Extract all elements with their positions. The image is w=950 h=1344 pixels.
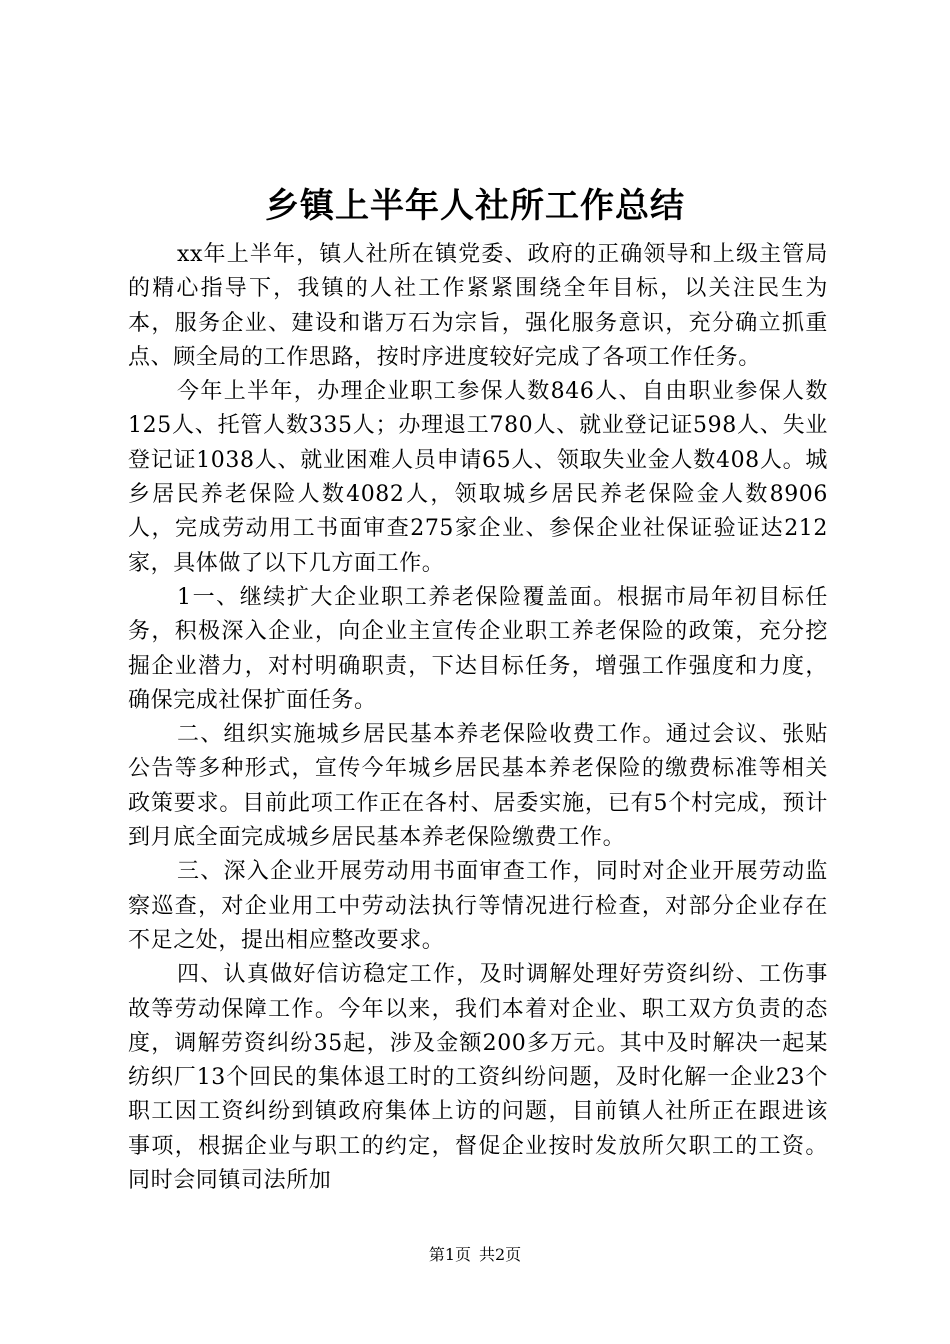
paragraph-intro: xx年上半年，镇人社所在镇党委、政府的正确领导和上级主管局的精心指导下，我镇的人社工作紧紧围绕全年目标，以关注民生为本，服务企业、建设和谐万石为宗旨，强化服务意识，充分确立抓重点、顾全局的工作思路，按时序进度较好完成了各项工作任务。: [128, 242, 828, 370]
paragraph-section-2: 二、组织实施城乡居民基本养老保险收费工作。通过会议、张贴公告等多种形式，宣传今年城乡居民基本养老保险的缴费标准等相关政策要求。目前此项工作正在各村、居委实施，已有5个村完成，预计到月底全面完成城乡居民基本养老保险缴费工作。: [128, 722, 828, 851]
document-title: 乡镇上半年人社所工作总结: [265, 186, 685, 226]
paragraph-section-4: 四、认真做好信访稳定工作，及时调解处理好劳资纠纷、工伤事故等劳动保障工作。今年以来，我们本着对企业、职工双方负责的态度，调解劳资纠纷35起，涉及金额200多万元。其中及时解决一起某纺织厂13个回民的集体退工时的工资纠纷问题，及时化解一企业23个职工因工资纠纷到镇政府集体上访的问题，目前镇人社所正在跟进该事项，根据企业与职工的约定，督促企业按时发放所欠职工的工资。同时会同镇司法所加: [128, 962, 828, 1194]
document-body: [128, 238, 828, 1198]
page-number: 第1页: [428, 1245, 471, 1264]
paragraph-section-1: 1一、继续扩大企业职工养老保险覆盖面。根据市局年初目标任务，积极深入企业，向企业主宣传企业职工养老保险的政策，充分挖掘企业潜力，对村明确职责，下达目标任务，增强工作强度和力度，确保完成社保扩面任务。: [128, 584, 828, 713]
paragraph-statistics: 今年上半年，办理企业职工参保人数846人、自由职业参保人数125人、托管人数335人；办理退工780人、就业登记证598人、失业登记证1038人、就业困难人员申请65人、领取失业金人数408人。城乡居民养老保险人数4082人，领取城乡居民养老保险金人数8906人，完成劳动用工书面审查275家企业、参保企业社保证验证达212家，具体做了以下几方面工作。: [128, 379, 828, 576]
page-footer: [0, 1244, 950, 1266]
page-total: 共2页: [479, 1245, 522, 1264]
paragraph-section-3: 三、深入企业开展劳动用书面审查工作，同时对企业开展劳动监察巡查，对企业用工中劳动法执行等情况进行检查，对部分企业存在不足之处，提出相应整改要求。: [128, 859, 828, 953]
